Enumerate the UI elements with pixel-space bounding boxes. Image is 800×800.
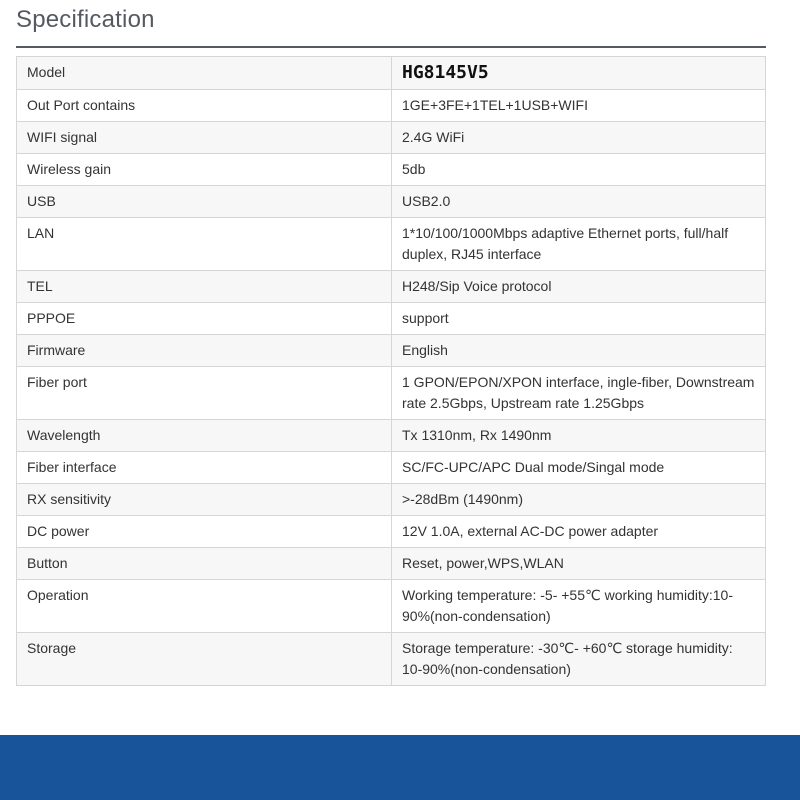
spec-label: Wireless gain xyxy=(17,154,392,186)
spec-value: SC/FC-UPC/APC Dual mode/Singal mode xyxy=(392,452,766,484)
table-row xyxy=(17,271,766,303)
table-row xyxy=(17,516,766,548)
spec-label: WIFI signal xyxy=(17,122,392,154)
spec-value: Working temperature: -5- +55℃ working humidity:10-90%(non-condensation) xyxy=(392,580,766,633)
spec-label: PPPOE xyxy=(17,303,392,335)
spec-label: TEL xyxy=(17,271,392,303)
table-row xyxy=(17,367,766,420)
table-row xyxy=(17,218,766,271)
spec-label: Out Port contains xyxy=(17,90,392,122)
heading-section xyxy=(16,0,766,48)
spec-label: Fiber interface xyxy=(17,452,392,484)
spec-value: Storage temperature: -30℃- +60℃ storage humidity: 10-90%(non-condensation) xyxy=(392,633,766,686)
spec-label: Firmware xyxy=(17,335,392,367)
spec-label: Button xyxy=(17,548,392,580)
table-row xyxy=(17,122,766,154)
table-row xyxy=(17,420,766,452)
table-row xyxy=(17,633,766,686)
spec-label: LAN xyxy=(17,218,392,271)
spec-label: Wavelength xyxy=(17,420,392,452)
table-row xyxy=(17,303,766,335)
spec-label: RX sensitivity xyxy=(17,484,392,516)
spec-value: English xyxy=(392,335,766,367)
model-value: HG8145V5 xyxy=(402,62,489,83)
table-row xyxy=(17,580,766,633)
table-row xyxy=(17,186,766,218)
spec-value: 12V 1.0A, external AC-DC power adapter xyxy=(392,516,766,548)
spec-value: H248/Sip Voice protocol xyxy=(392,271,766,303)
spec-value xyxy=(392,57,766,90)
spec-label: Operation xyxy=(17,580,392,633)
table-row xyxy=(17,154,766,186)
table-row xyxy=(17,548,766,580)
spec-value: Reset, power,WPS,WLAN xyxy=(392,548,766,580)
spec-label: Fiber port xyxy=(17,367,392,420)
spec-value: USB2.0 xyxy=(392,186,766,218)
spec-value: 5db xyxy=(392,154,766,186)
spec-label: Model xyxy=(17,57,392,90)
spec-value: 1GE+3FE+1TEL+1USB+WIFI xyxy=(392,90,766,122)
page-title: Specification xyxy=(16,6,155,33)
spec-value: Tx 1310nm, Rx 1490nm xyxy=(392,420,766,452)
spec-label: USB xyxy=(17,186,392,218)
table-row xyxy=(17,484,766,516)
spec-table xyxy=(16,56,766,686)
table-row xyxy=(17,57,766,90)
spec-value: 2.4G WiFi xyxy=(392,122,766,154)
table-row xyxy=(17,452,766,484)
spec-value: 1 GPON/EPON/XPON interface, ingle-fiber, Downstream rate 2.5Gbps, Upstream rate 1.25Gbps xyxy=(392,367,766,420)
spec-label: Storage xyxy=(17,633,392,686)
footer-band xyxy=(0,735,800,800)
spec-value: 1*10/100/1000Mbps adaptive Ethernet ports, full/half duplex, RJ45 interface xyxy=(392,218,766,271)
table-row xyxy=(17,90,766,122)
table-row xyxy=(17,335,766,367)
spec-value: >-28dBm (1490nm) xyxy=(392,484,766,516)
spec-label: DC power xyxy=(17,516,392,548)
spec-value: support xyxy=(392,303,766,335)
